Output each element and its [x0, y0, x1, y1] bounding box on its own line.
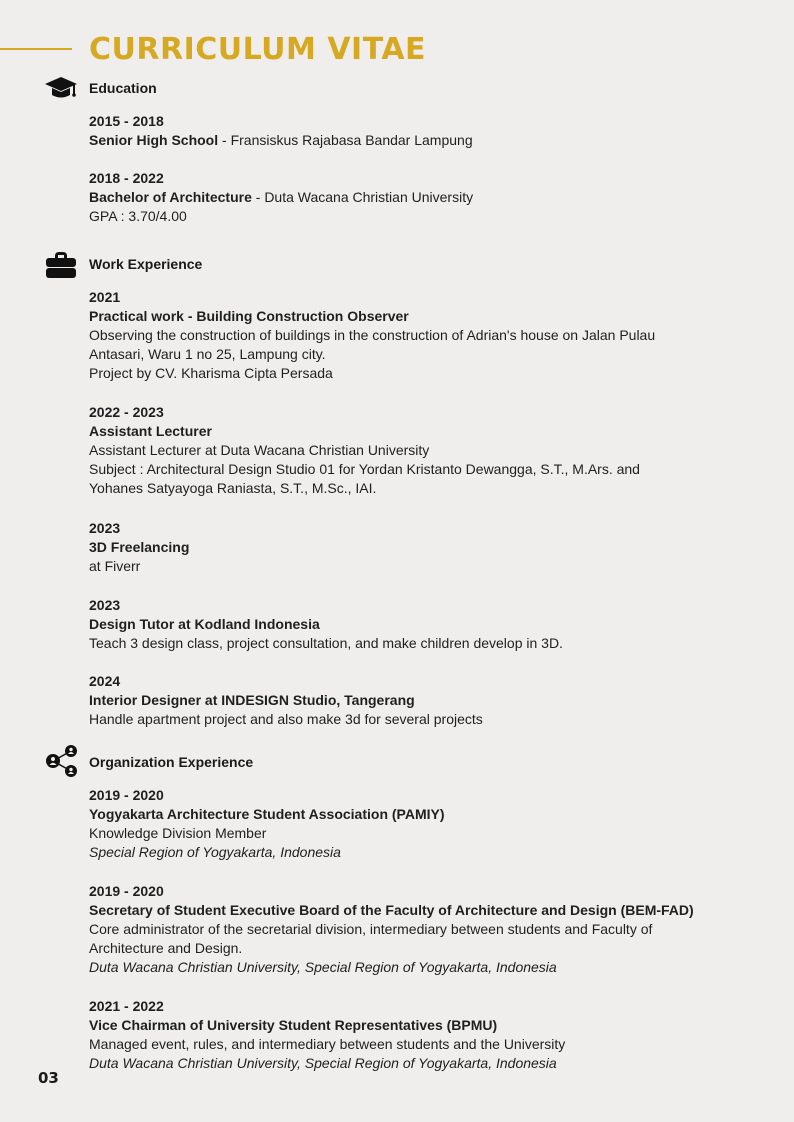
entry-period: 2021 - 2022: [89, 998, 164, 1014]
entry-description-line: Observing the construction of buildings in the construction of Adrian's house on Jalan Pulau: [89, 327, 656, 343]
entry-place: Duta Wacana Christian University, Special Region of Yogyakarta, Indonesia: [89, 959, 557, 975]
title-accent-line: [0, 48, 72, 50]
entry-description-line: Core administrator of the secretarial division, intermediary between students and Faculty of: [89, 921, 653, 937]
entry-description-line: Handle apartment project and also make 3d for several projects: [89, 711, 483, 727]
entry-period: 2023: [89, 520, 121, 536]
title-row: [0, 30, 794, 70]
work-heading: Work Experience: [89, 256, 203, 272]
organization-entry: [89, 882, 769, 977]
entry-period: 2015 - 2018: [89, 113, 164, 129]
work-entry: [89, 403, 769, 498]
page-number: 03: [38, 1069, 59, 1087]
work-entry: [89, 672, 769, 729]
work-entry: [89, 519, 769, 576]
school-name: Fransiskus Rajabasa Bandar Lampung: [230, 132, 473, 148]
organization-section-header: [0, 750, 794, 774]
entry-title-line: [89, 188, 769, 207]
entry-role: Yogyakarta Architecture Student Association (PAMIY): [89, 806, 445, 822]
degree-name: Bachelor of Architecture: [89, 189, 252, 205]
entry-period: 2022 - 2023: [89, 404, 164, 420]
education-heading: Education: [89, 80, 157, 96]
organization-entry: [89, 786, 769, 862]
entry-role: Practical work - Building Construction Observer: [89, 308, 409, 324]
entry-role: Assistant Lecturer: [89, 423, 212, 439]
work-entry: [89, 288, 769, 383]
work-entry: [89, 596, 769, 653]
graduation-cap-icon: [44, 74, 78, 102]
entry-description-line: Architecture and Design.: [89, 940, 243, 956]
page-title: CURRICULUM VITAE: [89, 32, 427, 67]
separator: -: [218, 132, 231, 148]
entry-period: 2024: [89, 673, 121, 689]
entry-role: Vice Chairman of University Student Representatives (BPMU): [89, 1017, 498, 1033]
entry-period: 2019 - 2020: [89, 883, 164, 899]
entry-role: Interior Designer at INDESIGN Studio, Tangerang: [89, 692, 415, 708]
entry-period: 2019 - 2020: [89, 787, 164, 803]
entry-role: Design Tutor at Kodland Indonesia: [89, 616, 320, 632]
gpa: GPA : 3.70/4.00: [89, 208, 187, 224]
entry-description-line: Yohanes Satyayoga Raniasta, S.T., M.Sc., IAI.: [89, 480, 377, 496]
entry-description-line: Subject : Architectural Design Studio 01 for Yordan Kristanto Dewangga, S.T., M.Ars. and: [89, 461, 640, 477]
education-entry: [89, 112, 769, 150]
entry-place: Duta Wacana Christian University, Special Region of Yogyakarta, Indonesia: [89, 1055, 557, 1071]
entry-period: 2018 - 2022: [89, 170, 164, 186]
entry-description-line: at Fiverr: [89, 558, 141, 574]
briefcase-icon: [44, 250, 78, 278]
entry-place: Special Region of Yogyakarta, Indonesia: [89, 844, 341, 860]
entry-title-line: [89, 131, 769, 150]
separator: -: [251, 189, 265, 205]
entry-period: 2023: [89, 597, 121, 613]
work-section-header: [0, 252, 794, 276]
entry-role: 3D Freelancing: [89, 539, 190, 555]
organization-entry: [89, 997, 769, 1073]
education-section-header: [0, 76, 794, 100]
entry-description-line: Project by CV. Kharisma Cipta Persada: [89, 365, 333, 381]
organization-heading: Organization Experience: [89, 754, 254, 770]
school-name: Duta Wacana Christian University: [264, 189, 474, 205]
entry-period: 2021: [89, 289, 121, 305]
entry-description-line: Assistant Lecturer at Duta Wacana Christian University: [89, 442, 430, 458]
entry-description-line: Antasari, Waru 1 no 25, Lampung city.: [89, 346, 326, 362]
degree-name: Senior High School: [89, 132, 219, 148]
education-entry: [89, 169, 769, 226]
entry-description-line: Knowledge Division Member: [89, 825, 267, 841]
network-people-icon: [44, 744, 78, 778]
entry-description-line: Managed event, rules, and intermediary between students and the University: [89, 1036, 566, 1052]
entry-role: Secretary of Student Executive Board of the Faculty of Architecture and Design (BEM-FAD): [89, 902, 694, 918]
entry-description-line: Teach 3 design class, project consultation, and make children develop in 3D.: [89, 635, 563, 651]
